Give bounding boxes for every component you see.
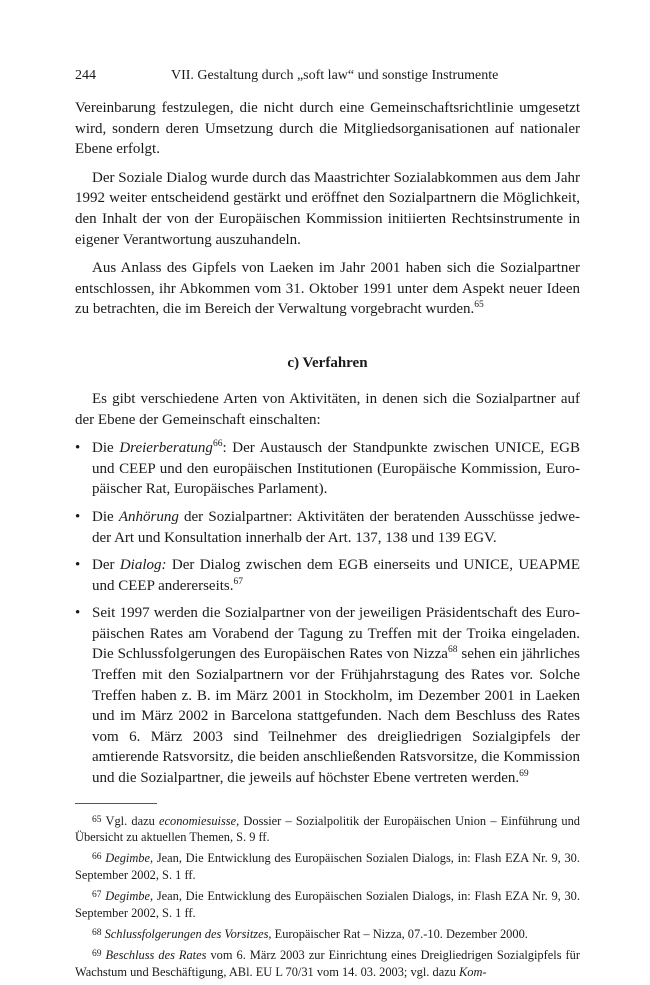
- footnote-text: Jean, Die Entwicklung des Europäischen Sozialen Dialogs, in: Flash EZA Nr. 9, 30. September 2002, S. 1 ff.: [75, 851, 580, 882]
- item-term: Anhörung: [118, 508, 179, 525]
- item-text-part1: Seit 1997 werden die Sozialpartner von der jeweiligen Präsidentschaft des Europäischen Rates am Vorabend der Tagung zu Treffen mit der Troika eingeladen. Die Schlussfolgerungen des Europäischen Rates von Nizza: [92, 605, 580, 663]
- footnote-text: vom 6. März 2003 zur Einrichtung eines Dreigliedrigen Sozialgipfels für Wachstum und Beschäftigung, ABl. EU L 70/31 vom 14. 03. 2003; vgl. dazu: [75, 948, 580, 979]
- footnote-ref-69[interactable]: 69: [519, 769, 529, 780]
- item-prefix: Die: [92, 440, 120, 457]
- paragraph-continued: Vereinbarung festzulegen, die nicht durch eine Gemeinschaftsrichtlinie umgesetzt wird, sondern deren Umsetzung durch die Mitgliedsorganisationen auf nationaler Ebene erfolgt.: [75, 100, 580, 158]
- item-text: Der Dialog zwischen dem EGB einerseits und UNICE, UEAPME und CEEP andererseits.: [92, 557, 580, 594]
- paragraph-social-dialog: Der Soziale Dialog wurde durch das Maastrichter Sozialabkommen aus dem Jahr 1992 weiter entscheidend gestärkt und eröffnet den Sozialpartnern die Möglichkeit, den Inhalt der von der Europäischen Kommission initiierten Rechtsinstrumente in eigener Verantwortung auszuhandeln.: [75, 169, 580, 248]
- footnote-number: 68: [92, 928, 102, 939]
- footnote-author: Degimbe,: [105, 889, 154, 904]
- bullet-icon: •: [75, 440, 81, 457]
- paragraph-laeken: [75, 258, 580, 320]
- page-number: 244: [75, 68, 96, 83]
- running-title: VII. Gestaltung durch „soft law“ und sonstige Instrumente: [171, 68, 499, 83]
- footnote-divider: [75, 803, 157, 804]
- running-header: [75, 66, 580, 86]
- item-text: der Sozialpartner: Aktivitäten der beratenden Ausschüsse jedweder Art und Konsultation innerhalb der Art. 137, 138 und 139 EGV.: [92, 508, 580, 546]
- footnote-67: [75, 888, 580, 921]
- footnote-source: Beschluss des Rates: [105, 948, 207, 963]
- footnote-number: 66: [92, 852, 102, 863]
- book-page: [75, 66, 580, 985]
- footnote-ref-66[interactable]: 66: [212, 439, 223, 450]
- paragraph-intro: Es gibt verschiedene Arten von Aktivitäten, in denen sich die Sozialpartner auf der Ebene der Gemeinschaft einschalten:: [75, 390, 580, 428]
- list-item-dreierberatung: [75, 438, 580, 500]
- footnote-source: economiesuisse,: [159, 813, 240, 828]
- list-item-dialog: [75, 555, 580, 596]
- item-term: Dreierberatung: [119, 440, 213, 457]
- item-text: : Der Austausch der Standpunkte zwischen UNICE, EGB und CEEP und den europäischen Institutionen (Europäische Kommission, Europäischer Rat, Europäisches Parlament).: [92, 440, 580, 498]
- item-prefix: Der: [92, 557, 120, 574]
- body-text: [75, 98, 580, 789]
- activity-list: [75, 438, 580, 789]
- footnote-ref-68[interactable]: 68: [447, 645, 458, 656]
- list-item-anhoerung: [75, 507, 580, 548]
- paragraph-laeken-text: Aus Anlass des Gipfels von Laeken im Jahr 2001 haben sich die Sozialpartner entschlossen, ihr Abkommen vom 31. Oktober 1991 unter dem Aspekt neuer Ideen zu betrachten, die im Bereich der Verwaltung vorgebracht wurden.: [75, 260, 580, 318]
- footnote-number: 69: [92, 949, 102, 960]
- footnote-66: [75, 850, 580, 883]
- bullet-icon: •: [75, 557, 81, 574]
- footnote-number: 67: [92, 890, 102, 901]
- footnote-text: Europäischer Rat – Nizza, 07.-10. Dezember 2000.: [271, 927, 528, 942]
- item-term: Dialog:: [119, 557, 167, 574]
- item-text-part2: sehen ein jährliches Treffen mit den Sozialpartnern vor der Frühjahrstagung des Rates vor. Solche Treffen haben z. B. im März 2001 in Stockholm, im Dezember 2001 in Laeken und im März 2002 in Barcelona stattgefunden. Nach dem Beschluss des Rates vom 6. März 2003 sind Teilnehmer des dreigliedrigen Sozialgipfels der amtierende Ratsvorsitz, die beiden anschließenden Ratsvorsitze, die Kommission und die Sozialpartner, die jeweils auf höchster Ebene vertreten werden.: [92, 646, 580, 787]
- footnote-number: 65: [92, 814, 102, 825]
- bullet-icon: •: [75, 508, 81, 525]
- footnote-ref-67[interactable]: 67: [233, 576, 243, 587]
- footnote-65: [75, 813, 580, 846]
- item-prefix: Die: [92, 508, 119, 525]
- footnotes: [75, 813, 580, 981]
- section-heading: c) Verfahren: [287, 354, 368, 371]
- footnote-text: Dossier – Sozialpolitik der Europäischen Union – Einführung und Übersicht zu aktuellen Themen, S. 9 ff.: [75, 813, 580, 845]
- footnote-68: [75, 926, 580, 942]
- footnote-ref-65[interactable]: 65: [474, 300, 484, 311]
- footnote-text: Jean, Die Entwicklung des Europäischen Sozialen Dialogs, in: Flash EZA Nr. 9, 30. September 2002, S. 1 ff.: [75, 889, 580, 920]
- footnote-author: Degimbe,: [105, 851, 154, 866]
- list-item-troika: [75, 603, 580, 788]
- footnote-69: [75, 947, 580, 980]
- footnote-source-cont: Kom-: [459, 964, 487, 979]
- bullet-icon: •: [75, 605, 81, 622]
- footnote-source: Schlussfolgerungen des Vorsitzes,: [104, 927, 272, 942]
- footnote-text: Vgl. dazu: [105, 813, 160, 828]
